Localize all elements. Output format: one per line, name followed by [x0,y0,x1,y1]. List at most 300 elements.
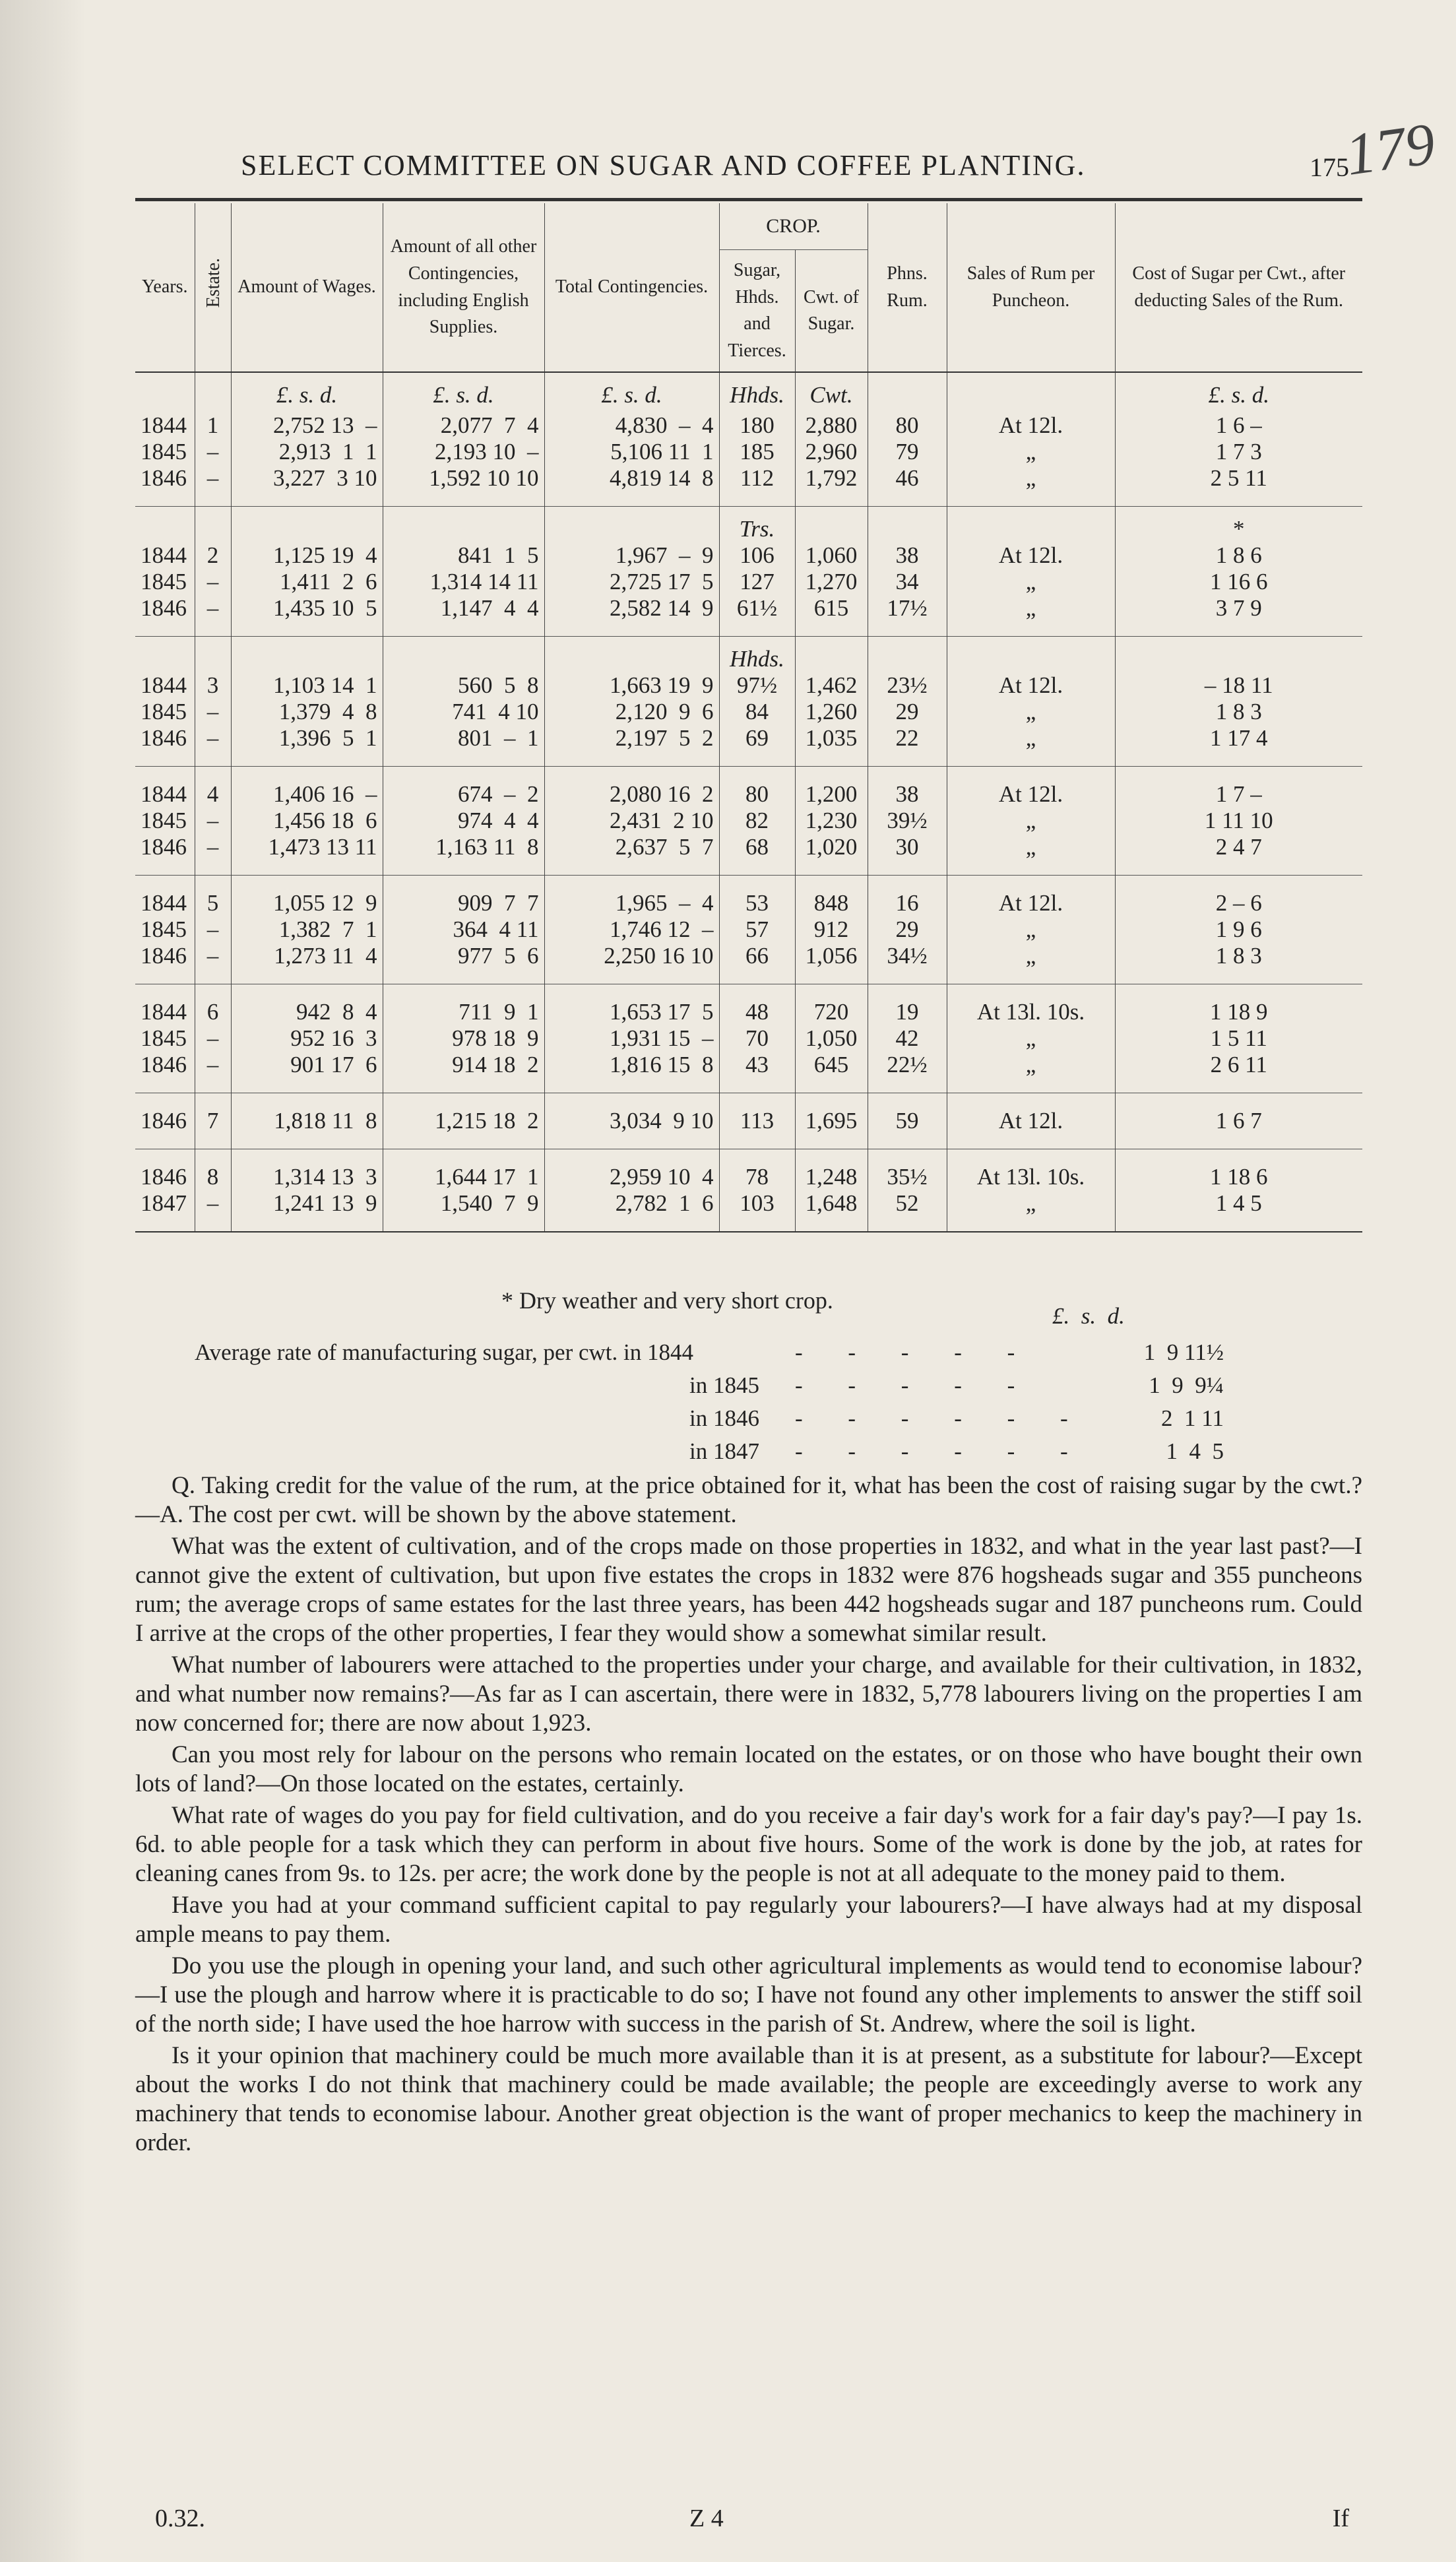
col-wages: Amount of Wages. [231,203,383,372]
table-cell: 1846 [141,595,187,621]
crop-cost-table [135,203,1362,1233]
group-label-cell: Trs. [719,507,795,543]
table-cell: „ [947,725,1115,767]
table-cell: 78 [719,1149,795,1191]
table-cell: 1,396 5 1 [231,725,383,767]
footnote: * Dry weather and very short crop. [501,1287,833,1314]
table-cell: 364 4 11 [383,916,544,943]
table-row [135,943,1362,984]
signature-mark: Z 4 [689,2505,724,2532]
table-cell: 1,406 16 – [231,767,383,808]
table-cell: 560 5 8 [383,672,544,699]
table-cell: – [195,439,231,465]
unit-cell [947,372,1115,412]
table-cell: 3 7 9 [1115,595,1362,637]
table-cell: 1845 [141,569,187,594]
table-cell: 1,200 [795,767,868,808]
col-years: Years. [135,203,195,372]
table-cell: 1,379 4 8 [231,699,383,725]
page-gutter [0,0,86,2562]
table-cell: 645 [795,1052,868,1093]
table-cell: 1846 [141,834,187,860]
group-label-cell [231,637,383,673]
table-cell: 2 5 11 [1115,465,1362,507]
group-label-cell [947,507,1115,543]
average-label: Average rate of manufacturing sugar, per cwt. in 1844 [195,1339,693,1365]
table-cell: – [195,699,231,725]
average-units: £. s. d. [1052,1303,1125,1329]
catchword: If [1332,2505,1349,2532]
table-cell: 35½ [868,1149,947,1191]
table-cell: 1,648 [795,1190,868,1232]
table-cell: 39½ [868,808,947,834]
table-cell: 1,462 [795,672,868,699]
table-cell: 2,637 5 7 [544,834,719,876]
table-cell: 69 [719,725,795,767]
table-cell: 52 [868,1190,947,1232]
group-label-row [135,507,1362,543]
table-cell: 1 17 4 [1115,725,1362,767]
table-cell: 901 17 6 [231,1052,383,1093]
table-cell: 112 [719,465,795,507]
paragraph: Do you use the plough in opening your land, and such other agricultural implements as would tend to economise labour?—I use the plough and harrow where it is practicable to do so; I have not found any other implements to answer the stiff soil of the north side; I have used the hoe harrow with success in the parish of St. Andrew, where the soil is light. [135,1952,1362,2037]
table-cell: 1,473 13 11 [231,834,383,876]
table-cell: 914 18 2 [383,1052,544,1093]
table-row [135,412,1362,439]
table-cell: 1,273 11 4 [231,943,383,984]
table-cell: 1,055 12 9 [231,876,383,917]
table-cell: 2,080 16 2 [544,767,719,808]
table-cell: 3,227 3 10 [231,465,383,507]
table-row [135,725,1362,767]
unit-cell: £. s. d. [231,372,383,412]
handwritten-page-number: 179 [1341,111,1440,188]
table-row [135,1149,1362,1191]
table-cell: 1,241 13 9 [231,1190,383,1232]
table-cell: 1846 [141,1052,187,1077]
table-cell: – [195,1190,231,1232]
table-cell: At 13l. 10s. [947,1149,1115,1191]
table-cell: 2 – 6 [1115,876,1362,917]
table-cell: 59 [868,1093,947,1149]
table-cell: 1845 [141,699,187,724]
group-label-row [135,637,1362,673]
table-cell: „ [947,465,1115,507]
table-cell: 34½ [868,943,947,984]
table-cell: 1,792 [795,465,868,507]
table-cell: „ [947,916,1115,943]
unit-cell: £. s. d. [383,372,544,412]
col-rum: Phns. Rum. [868,203,947,372]
table-cell: 8 [195,1149,231,1191]
col-sugar: Sugar, Hhds. and Tierces. [719,250,795,372]
table-cell: 1,125 19 4 [231,542,383,569]
table-cell: 1,435 10 5 [231,595,383,637]
table-cell: – [195,943,231,984]
unit-cell: £. s. d. [544,372,719,412]
table-cell: „ [947,595,1115,637]
table-cell: 977 5 6 [383,943,544,984]
table-cell: 103 [719,1190,795,1232]
paragraph: What number of labourers were attached to the properties under your charge, and available for their cultivation, in 1832, and what number now remains?—As far as I can ascertain, there were in 1832, 5,778 labourers living on the properties I am now concerned for; there are now about 1,923. [135,1651,1362,1737]
table-cell: 1845 [141,439,187,464]
group-label-cell [868,637,947,673]
table-row [135,984,1362,1026]
table-cell: 1 7 3 [1115,439,1362,465]
table-cell: 1 8 3 [1115,699,1362,725]
col-estate: Estate. [195,203,231,372]
table-cell: 1 6 7 [1115,1093,1362,1149]
table-cell: 1845 [141,916,187,942]
table-cell: – [195,808,231,834]
group-label-cell [195,637,231,673]
table-cell: 1846 [135,1149,195,1191]
table-cell: 30 [868,834,947,876]
table-cell: 1,314 14 11 [383,569,544,595]
table-cell: 1,540 7 9 [383,1190,544,1232]
page-number: 175 [1310,152,1349,182]
unit-cell [135,372,195,412]
table-cell: 912 [795,916,868,943]
table-cell: 57 [719,916,795,943]
group-label-cell [135,637,195,673]
table-cell: 1,746 12 – [544,916,719,943]
table-cell: At 12l. [947,542,1115,569]
table-cell: 848 [795,876,868,917]
paragraph: Have you had at your command sufficient capital to pay regularly your labourers?—I have always had at my disposal ample means to pay them. [135,1892,1362,1948]
table-cell: 29 [868,916,947,943]
table-cell: 3 [195,672,231,699]
table-cell: 1,456 18 6 [231,808,383,834]
table-cell: At 12l. [947,767,1115,808]
table-cell: 17½ [868,595,947,637]
table-row [135,699,1362,725]
table-cell: 909 7 7 [383,876,544,917]
table-row [135,1025,1362,1052]
table-cell: 2,725 17 5 [544,569,719,595]
table-row [135,767,1362,808]
average-row: in 1845 - - - - - 1 9 9¼ [689,1372,1224,1398]
table-cell: „ [947,808,1115,834]
table-cell: 1,260 [795,699,868,725]
table-cell: 2,250 16 10 [544,943,719,984]
table-row [135,439,1362,465]
paragraph: What was the extent of cultivation, and of the crops made on those properties in 1832, and what in the year last past?—I cannot give the extent of cultivation, but upon five estates the crops in 1832 were 876 hogsheads sugar and 355 puncheons rum; the average crops of same estates for the last three years, has been 442 hogsheads sugar and 187 puncheons rum. Could I arrive at the crops of the other properties, I fear they would show a somewhat similar result. [135,1533,1362,1647]
table-cell: 2,959 10 4 [544,1149,719,1191]
table-cell: „ [947,1025,1115,1052]
table-cell: 23½ [868,672,947,699]
table-cell: 1,103 14 1 [231,672,383,699]
table-cell: At 12l. [947,1093,1115,1149]
table-row [135,542,1362,569]
table-cell: 1 9 6 [1115,916,1362,943]
table-cell: 1,818 11 8 [231,1093,383,1149]
group-label-cell [195,507,231,543]
table-row [135,834,1362,876]
page-header: SELECT COMMITTEE ON SUGAR AND COFFEE PLANTING. [241,149,1086,181]
table-cell: At 13l. 10s. [947,984,1115,1026]
table-cell: 1,314 13 3 [231,1149,383,1191]
table-cell: 106 [719,542,795,569]
table-row [135,1093,1362,1149]
table-cell: 1,215 18 2 [383,1093,544,1149]
table-cell: „ [947,699,1115,725]
table-cell: 1844 [135,984,195,1026]
table-cell: 1,965 – 4 [544,876,719,917]
table-row [135,916,1362,943]
table-row [135,876,1362,917]
table-cell: 1,050 [795,1025,868,1052]
table-cell: 1 4 5 [1115,1190,1362,1232]
table-cell: 1844 [141,412,187,438]
table-cell: 1 18 9 [1115,984,1362,1026]
table-cell: 615 [795,595,868,637]
table-cell: 1,060 [795,542,868,569]
table-cell: 1844 [141,542,187,568]
unit-cell [195,372,231,412]
table-cell: 2,197 5 2 [544,725,719,767]
header-rule [135,198,1362,201]
table-cell: 43 [719,1052,795,1093]
table-row [135,672,1362,699]
table-cell: – [195,834,231,876]
table-cell: 70 [719,1025,795,1052]
table-cell: 2,880 [795,412,868,439]
table-cell: 29 [868,699,947,725]
table-cell: 952 16 3 [231,1025,383,1052]
table-cell: 79 [868,439,947,465]
col-total: Total Contingencies. [544,203,719,372]
table-cell: „ [947,569,1115,595]
group-label-cell [947,637,1115,673]
table-cell: 61½ [719,595,795,637]
table-cell: 1 8 6 [1115,542,1362,569]
table-cell: 1,270 [795,569,868,595]
table-row [135,569,1362,595]
table-cell: – [195,465,231,507]
col-crop: CROP. [719,203,868,250]
table-cell: 1 16 6 [1115,569,1362,595]
group-label-cell [383,507,544,543]
table-cell: 1846 [141,465,187,491]
table-row [135,465,1362,507]
table-cell: 48 [719,984,795,1026]
table-cell: 801 – 1 [383,725,544,767]
table-cell: 68 [719,834,795,876]
table-cell: 1844 [141,672,187,698]
table-row [135,1190,1362,1232]
table-cell: 1,230 [795,808,868,834]
table-cell: 1,411 2 6 [231,569,383,595]
table-cell: „ [947,1052,1115,1093]
group-label-cell [795,507,868,543]
table-cell: 113 [719,1093,795,1149]
table-cell: „ [947,439,1115,465]
table-cell: 1846 [141,725,187,751]
table-cell: „ [947,834,1115,876]
table-cell: – [195,1025,231,1052]
table-cell: „ [947,1190,1115,1232]
table-cell: 66 [719,943,795,984]
table-cell: 84 [719,699,795,725]
table-cell: At 12l. [947,672,1115,699]
table-cell: 1 11 10 [1115,808,1362,834]
table-row [135,1052,1362,1093]
table-cell: – [195,916,231,943]
unit-cell [868,372,947,412]
table-cell: – 18 11 [1115,672,1362,699]
table-cell: 2,752 13 – [231,412,383,439]
col-cwt: Cwt. of Sugar. [795,250,868,372]
table-cell: 82 [719,808,795,834]
table-cell: 1,163 11 8 [383,834,544,876]
footer-left: 0.32. [155,2505,205,2532]
table-cell: 1844 [135,876,195,917]
table-cell: 1,248 [795,1149,868,1191]
table-cell: 1,020 [795,834,868,876]
table-cell: 80 [868,412,947,439]
table-cell: 1845 [141,1025,187,1051]
table-cell: 34 [868,569,947,595]
table-cell: 3,034 9 10 [544,1093,719,1149]
table-cell: 22 [868,725,947,767]
table-cell: 2 4 7 [1115,834,1362,876]
table-cell: 720 [795,984,868,1026]
group-label-cell: Hhds. [719,637,795,673]
table-cell: 1,967 – 9 [544,542,719,569]
col-contingencies: Amount of all other Contingencies, including English Supplies. [383,203,544,372]
table-cell: „ [947,943,1115,984]
table-cell: 1,035 [795,725,868,767]
table-row [135,808,1362,834]
table-cell: 741 4 10 [383,699,544,725]
table-cell: 1,644 17 1 [383,1149,544,1191]
table-cell: 2,077 7 4 [383,412,544,439]
table-cell: 1,816 15 8 [544,1052,719,1093]
table-cell: 1 [195,412,231,439]
paragraph: What rate of wages do you pay for field cultivation, and do you receive a fair day's work for a fair day's pay?—I pay 1s. 6d. to able people for a task which they can perform in about five hours. Some of the work is done by the job, at rates for cleaning canes from 9s. to 12s. per acre; the work done by the people is not at all adequate to the money paid to them. [135,1802,1362,1887]
table-cell: 1,653 17 5 [544,984,719,1026]
table-cell: 4 [195,767,231,808]
table-cell: 16 [868,876,947,917]
table-cell: – [195,595,231,637]
table-cell: 46 [868,465,947,507]
group-label-cell: * [1115,507,1362,543]
table-cell: At 12l. [947,876,1115,917]
table-cell: 127 [719,569,795,595]
table-cell: 978 18 9 [383,1025,544,1052]
table-cell: 942 8 4 [231,984,383,1026]
table-cell: 2,913 1 1 [231,439,383,465]
average-rates [135,1303,1362,1471]
group-label-cell [1115,637,1362,673]
table-cell: – [195,569,231,595]
table-cell: 1845 [141,808,187,833]
table-cell: 1,592 10 10 [383,465,544,507]
group-label-cell [231,507,383,543]
table-cell: 2,120 9 6 [544,699,719,725]
table-cell: 711 9 1 [383,984,544,1026]
table-cell: – [195,1052,231,1093]
table-cell: 1847 [135,1190,195,1232]
table-cell: 4,830 – 4 [544,412,719,439]
table-cell: 2 6 11 [1115,1052,1362,1093]
table-cell: 1,147 4 4 [383,595,544,637]
paragraph: Is it your opinion that machinery could be much more available than it is at present, as a substitute for labour?—Except about the works I do not think that machinery could be made available; the people are exceedingly averse to work any machinery that tends to economise labour. Another great objection is the want of proper mechanics to keep the machinery in order. [135,2042,1362,2156]
table-row [135,595,1362,637]
table-cell: 2,582 14 9 [544,595,719,637]
group-label-cell [544,507,719,543]
evidence-text [135,1471,1362,2160]
table-cell: 1,931 15 – [544,1025,719,1052]
table-cell: 1 5 11 [1115,1025,1362,1052]
table-cell: At 12l. [947,412,1115,439]
table-cell: 1 7 – [1115,767,1362,808]
paragraph: Can you most rely for labour on the persons who remain located on the estates, or on those who have bought their own lots of land?—On those located on the estates, certainly. [135,1741,1362,1797]
table-cell: 180 [719,412,795,439]
unit-cell: Hhds. [719,372,795,412]
table-cell: 1 6 – [1115,412,1362,439]
table-cell: 2,193 10 – [383,439,544,465]
table-cell: 5,106 11 1 [544,439,719,465]
table-cell: 19 [868,984,947,1026]
table-cell: 974 4 4 [383,808,544,834]
table-cell: 1 18 6 [1115,1149,1362,1191]
group-label-cell [795,637,868,673]
table-cell: 2,782 1 6 [544,1190,719,1232]
group-label-cell [868,507,947,543]
average-row: in 1846 - - - - - - 2 1 11 [689,1405,1224,1431]
col-cost: Cost of Sugar per Cwt., after deducting Sales of the Rum. [1115,203,1362,372]
table-cell: 53 [719,876,795,917]
table-cell: – [195,725,231,767]
group-label-cell [383,637,544,673]
table-cell: 1,056 [795,943,868,984]
table-cell: 1 8 3 [1115,943,1362,984]
average-row: Average rate of manufacturing sugar, per cwt. in 1844 - - - - - 1 9 11½ [195,1339,1224,1365]
table-cell: 1,382 7 1 [231,916,383,943]
table-cell: 674 – 2 [383,767,544,808]
col-sales: Sales of Rum per Puncheon. [947,203,1115,372]
table-cell: 185 [719,439,795,465]
table-cell: 1,663 19 9 [544,672,719,699]
paragraph: Q. Taking credit for the value of the rum, at the price obtained for it, what has been the cost of raising sugar by the cwt.?—A. The cost per cwt. will be shown by the above statement. [135,1472,1362,1528]
table-cell: 1,695 [795,1093,868,1149]
table-cell: 38 [868,767,947,808]
table-cell: 2,431 2 10 [544,808,719,834]
average-row: in 1847 - - - - - - 1 4 5 [689,1438,1224,1464]
table-body [135,372,1362,1232]
unit-cell: Cwt. [795,372,868,412]
table-cell: 6 [195,984,231,1026]
group-label-cell [544,637,719,673]
table-cell: 841 1 5 [383,542,544,569]
table-cell: 1846 [135,1093,195,1149]
units-row [135,372,1362,412]
table-cell: 1846 [141,943,187,969]
table-cell: 80 [719,767,795,808]
table-cell: 2 [195,542,231,569]
table-cell: 38 [868,542,947,569]
table-cell: 22½ [868,1052,947,1093]
table-cell: 7 [195,1093,231,1149]
table-cell: 2,960 [795,439,868,465]
table-cell: 97½ [719,672,795,699]
table-cell: 42 [868,1025,947,1052]
group-label-cell [135,507,195,543]
unit-cell: £. s. d. [1115,372,1362,412]
table-cell: 1844 [135,767,195,808]
